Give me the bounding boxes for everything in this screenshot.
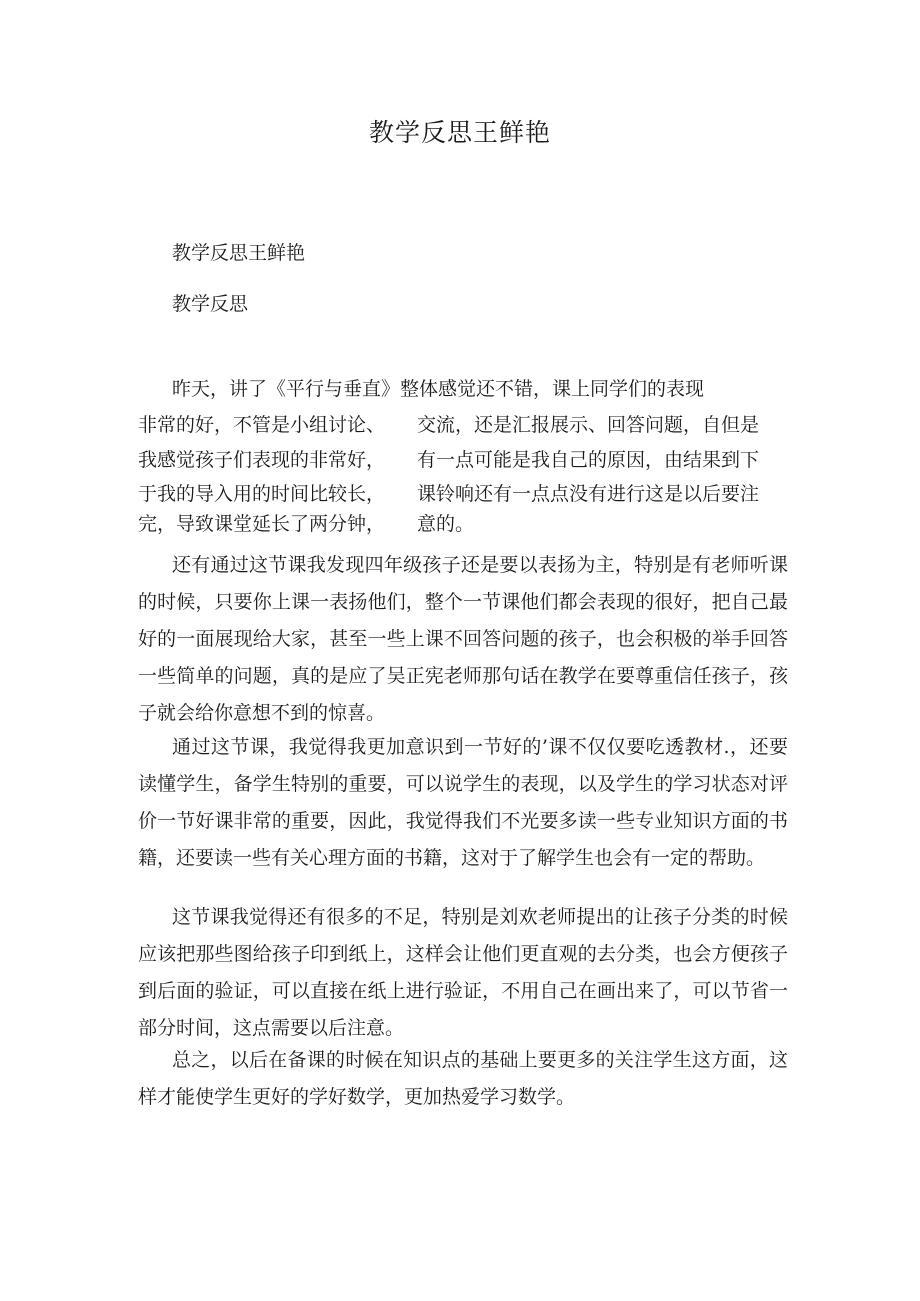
first-paragraph-opening-line: 昨天，讲了《平行与垂直》整体感觉还不错，课上同学们的表现: [172, 378, 705, 400]
left-column-line: 于我的导入用的时间比较长，: [138, 483, 386, 505]
left-column-line: 非常的好，不管是小组讨论、: [138, 414, 386, 436]
subtitle-label: 教学反思: [172, 293, 249, 315]
paragraph-reflection: 通过这节课，我觉得我更加意识到一节好的’课不仅仅要吃透教材.，还要读懂学生，备学生特别的重要，可以说学生的表现，以及学生的学习状态对评价一节好课非常的重要，因此，我觉得我们不光要多读一些专业知识方面的书籍，还要读一些有关心理方面的书籍，这对于了解学生也会有一定的帮助。: [138, 736, 788, 869]
right-column-line: 意的。: [417, 513, 475, 535]
right-column-line: 有一点可能是我自己的原因，由结果到下: [417, 449, 760, 471]
subtitle-name: 教学反思王鲜艳: [172, 242, 306, 264]
paragraph-shortcomings: 这节课我觉得还有很多的不足，特别是刘欢老师提出的让孩子分类的时候应该把那些图给孩子印到纸上，这样会让他们更直观的去分类，也会方便孩子到后面的验证，可以直接在纸上进行验证，不用自己在画出来了，可以节省一部分时间，这点需要以后注意。: [138, 906, 788, 1039]
page-title: 教学反思王鲜艳: [368, 118, 551, 147]
paragraph-praise: 还有通过这节课我发现四年级孩子还是要以表扬为主，特别是有老师听课的时候，只要你上课一表扬他们，整个一节课他们都会表现的很好，把自己最好的一面展现给大家，甚至一些上课不回答问题的孩子，也会积极的举手回答一些简单的问题，真的是应了吴正宪老师那句话在教学在要尊重信任孩子，孩子就会给你意想不到的惊喜。: [138, 554, 788, 724]
right-column-line: 交流，还是汇报展示、回答问题，自但是: [417, 414, 760, 436]
left-column-line: 我感觉孩子们表现的非常好，: [138, 449, 386, 471]
left-column-line: 完，导致课堂延长了两分钟，: [138, 513, 386, 535]
right-column-line: 课铃响还有一点点没有进行这是以后要注: [417, 483, 760, 505]
paragraph-conclusion: 总之，以后在备课的时候在知识点的基础上要更多的关注学生这方面，这样才能使学生更好的学好数学，更加热爱学习数学。: [138, 1049, 788, 1108]
